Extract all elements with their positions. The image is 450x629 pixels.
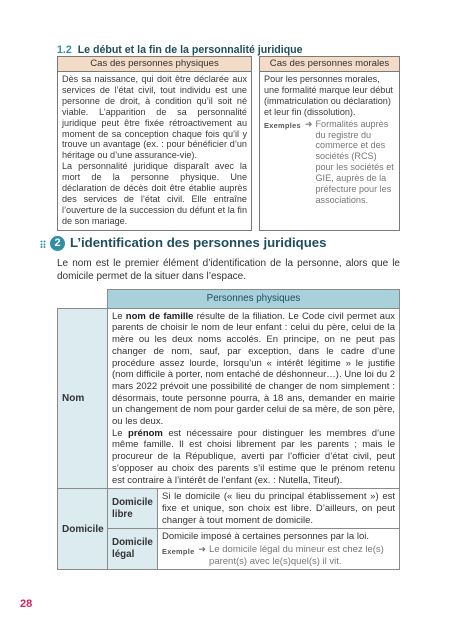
table-header-row xyxy=(58,290,400,309)
domicile-legal-text: Domicile imposé à certaines personnes par la loi. xyxy=(162,531,369,543)
sub-label-domicile-legal: Domicile légal xyxy=(108,529,158,570)
term-nom-de-famille: nom de famille xyxy=(125,310,194,322)
term-prenom: prénom xyxy=(128,427,163,439)
section-number: 1.2 xyxy=(57,44,72,56)
physical-box-body xyxy=(58,72,251,227)
row-label-domicile: Domicile xyxy=(58,489,108,570)
moral-example xyxy=(264,119,395,206)
row-label-nom: Nom xyxy=(58,308,108,489)
text-fragment: résulte de la filiation. Le Code civil permet aux parents de choisir le nom de leur enfant : celui du père, celui de la mère ou les deux noms accolés. En principe, on ne peut pas changer de nom, sauf, par exception, dans le cadre d’une procédure assez lourde, lorsqu’un « intérêt légitime » le justifie (nom difficile à porter, nom entaché de déshonneur…). Une loi du 2 mars 2022 prévoit une possibilité de changer de nom simplement : désormais, toute personne pourra, à 18 ans, demander en mairie un changement de nom pour garder celui de sa mère, de son père, ou les deux. xyxy=(112,310,395,428)
heading-title: L’identification des personnes juridiques xyxy=(70,235,327,250)
identification-table xyxy=(57,289,400,570)
nom-family-para xyxy=(112,311,395,428)
sub-label-domicile-libre: Domicile libre xyxy=(108,489,158,529)
moral-box-body xyxy=(260,72,399,206)
physical-box-header: Cas des personnes physiques xyxy=(58,57,251,72)
table-row-nom xyxy=(58,308,400,489)
physical-persons-box xyxy=(57,56,252,231)
page-number: 28 xyxy=(20,598,33,610)
arrow-right-icon: ➜ xyxy=(304,118,313,129)
text-fragment: Le xyxy=(112,310,126,322)
heading-number-badge: 2 xyxy=(50,236,65,251)
physical-para-death: La personnalité juridique disparaît avec la mort de la personne physique. Une déclaration de décès doit être établie auprès des services de l’état civil. Elle entraîne l’ouverture de la succession du défunt et la fin de son mariage. xyxy=(62,161,247,226)
domicile-libre-content xyxy=(158,489,400,529)
domicile-legal-content xyxy=(158,529,400,570)
intro-paragraph: Le nom est le premier élément d’identification de la personne, alors que le domicile permet de la situer dans l’espace. xyxy=(57,258,400,282)
text-fragment: est nécessaire pour distinguer les membres d’une même famille. Il est choisi librement par les parents ; mais le procureur de la République, averti par l’officier d’état civil, peut s’opposer au choix des parents s’il estime que le prénom retenu est contraire à l’intérêt de l’enfant (ex. : Nutella, Titeuf). xyxy=(112,427,395,486)
moral-para: Pour les personnes morales, une formalité marque leur début (immatriculation ou déclaration) et leur fin (dissolution). xyxy=(264,74,393,117)
example-text: Formalités auprès du registre du commerce et des sociétés (RCS) pour les sociétés et GIE, auprès de la préfecture pour les associations. xyxy=(315,118,394,205)
table-row-domicile-legal xyxy=(58,529,400,570)
example-label: Exemple xyxy=(162,547,195,557)
moral-box-header: Cas des personnes morales xyxy=(260,57,399,72)
moral-persons-box xyxy=(259,56,400,231)
arrow-right-icon: ➜ xyxy=(198,544,207,555)
section-title-text: Le début et la fin de la personnalité juridique xyxy=(77,44,303,56)
example-label: Exemples xyxy=(264,120,301,130)
example-text: Le domicile légal du mineur est chez le(s) parent(s) avec le(s)quel(s) il vit. xyxy=(209,544,384,567)
domicile-libre-text: Si le domicile (« lieu du principal établissement ») est fixe et unique, son choix est libre. D’ailleurs, on peut changer à tout moment de domicile. xyxy=(162,491,395,526)
table-header: Personnes physiques xyxy=(108,290,400,309)
physical-para-birth: Dès sa naissance, qui doit être déclarée aux services de l’état civil, tout individu est une personne de droit, à condition qu’il soit né viable. L’apparition de sa personnalité juridique peut être fixée rétroactivement au moment de sa conception chaque fois qu’il y trouve un avantage (ex. : pour bénéficier d’un héritage ou d’une assurance-vie). xyxy=(62,74,247,161)
domicile-example xyxy=(162,544,395,567)
table-row-domicile-libre xyxy=(58,489,400,529)
dots-decoration-icon xyxy=(40,240,48,248)
nom-content xyxy=(108,308,400,489)
section-title xyxy=(57,44,303,56)
table-corner-cell xyxy=(58,290,108,309)
nom-prenom-para xyxy=(112,428,395,487)
text-fragment: Le xyxy=(112,427,129,439)
